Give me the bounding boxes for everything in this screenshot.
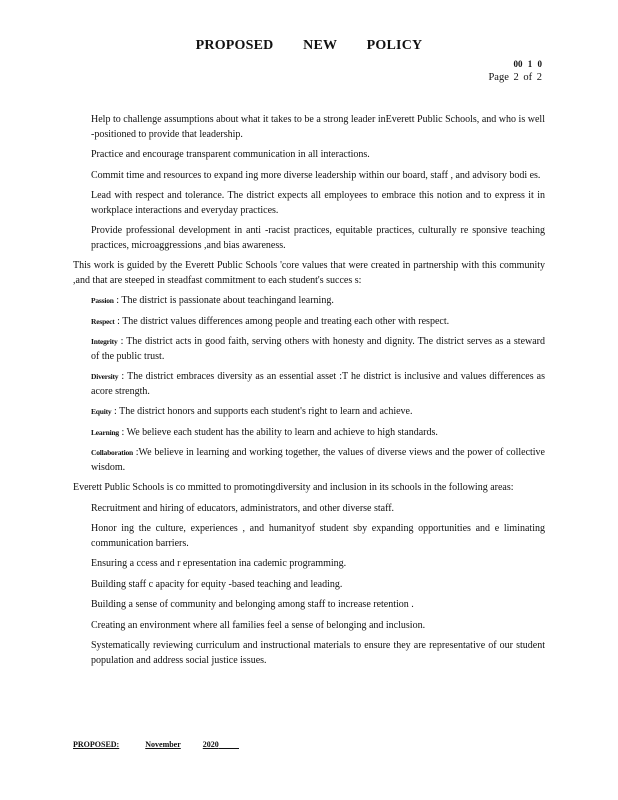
core-value-term: Integrity [91, 337, 118, 346]
core-value-item [73, 335, 545, 364]
list-item: Building a sense of community and belonging among staff to increase retention . [91, 599, 414, 610]
leadership-list [73, 113, 545, 253]
list-item: Help to challenge assumptions about what it takes to be a strong leader inEverett Public Schools, and who is well -positioned to provide that leadership. [91, 114, 545, 140]
list-item: Practice and encourage transparent communication in all interactions. [91, 149, 370, 160]
core-value-term: Equity [91, 407, 112, 416]
core-value-text: : The district embraces diversity as an essential asset :T he district is inclusive and values differences as acore strength. [91, 371, 545, 397]
list-item: Recruitment and hiring of educators, administrators, and other diverse staff. [91, 502, 395, 514]
document-body [73, 113, 545, 674]
list-item: Ensuring a ccess and r epresentation ina cademic programming. [91, 558, 347, 569]
core-value-item [73, 370, 545, 399]
list-item: Honor ing the culture, experiences , and humanityof student sby expanding opportunities and e liminating communication barriers. [91, 523, 545, 549]
core-value-text: : The district acts in good faith, serving others with honesty and dignity. The district serves as a steward of the public trust. [91, 336, 546, 362]
list-item: Provide professional development in anti -racist practices, equitable practices, culturally re sponsive teaching practices, microaggressions ,and bias awareness. [91, 225, 545, 251]
core-value-text: :We believe in learning and working together, the values of diverse views and the power of collective wisdom. [91, 447, 546, 473]
core-value-item [73, 426, 545, 441]
core-value-term: Collaboration [91, 448, 133, 457]
list-item: Creating an environment where all families feel a sense of belonging and inclusion. [91, 619, 426, 631]
core-value-item [73, 294, 545, 309]
footer-month: November [145, 740, 181, 749]
core-value-text: : We believe each student has the ability to learn and achieve to high standards. [121, 426, 438, 438]
core-values-list [73, 294, 545, 475]
core-value-item [73, 405, 545, 420]
commitment-intro: Everett Public Schools is co mmitted to promotingdiversity and inclusion in its schools in the following areas: [73, 482, 514, 493]
page-number: Page 2 of 2 [488, 72, 542, 83]
list-item: Lead with respect and tolerance. The district expects all employees to embrace this notion and to express it in workplace interactions and everyday practices. [91, 190, 545, 216]
footer-year: 2020 [202, 740, 219, 749]
page-title: PROPOSED NEW POLICY [195, 38, 423, 53]
list-item: Systematically reviewing curriculum and instructional materials to ensure they are representative of our student population and address social justice issues. [91, 640, 545, 666]
core-value-term: Diversity [91, 372, 119, 381]
proposed-date-footer [73, 740, 239, 749]
core-value-text: : The district honors and supports each student's right to learn and achieve. [113, 406, 413, 417]
core-value-text: : The district is passionate about teachingand learning. [116, 295, 334, 306]
core-value-term: Learning [91, 427, 119, 437]
values-intro: This work is guided by the Everett Public Schools 'core values that were created in partnership with this community ,and that are steeped in steadfast commitment to each student's succes s: [73, 260, 545, 286]
core-value-item [73, 446, 545, 475]
core-value-term: Respect [91, 316, 115, 326]
core-value-item [73, 315, 545, 330]
list-item: Commit time and resources to expand ing more diverse leadership within our board, staff , and advisory bodi es. [91, 169, 541, 181]
policy-code: 00 1 0 [513, 59, 542, 69]
footer-underline [219, 748, 239, 749]
core-value-text: : The district values differences among people and treating each other with respect. [117, 315, 450, 327]
core-value-term: Passion [91, 296, 114, 305]
footer-label: PROPOSED: [73, 740, 120, 749]
commitment-list [73, 502, 545, 669]
list-item: Building staff c apacity for equity -based teaching and leading. [91, 578, 343, 590]
